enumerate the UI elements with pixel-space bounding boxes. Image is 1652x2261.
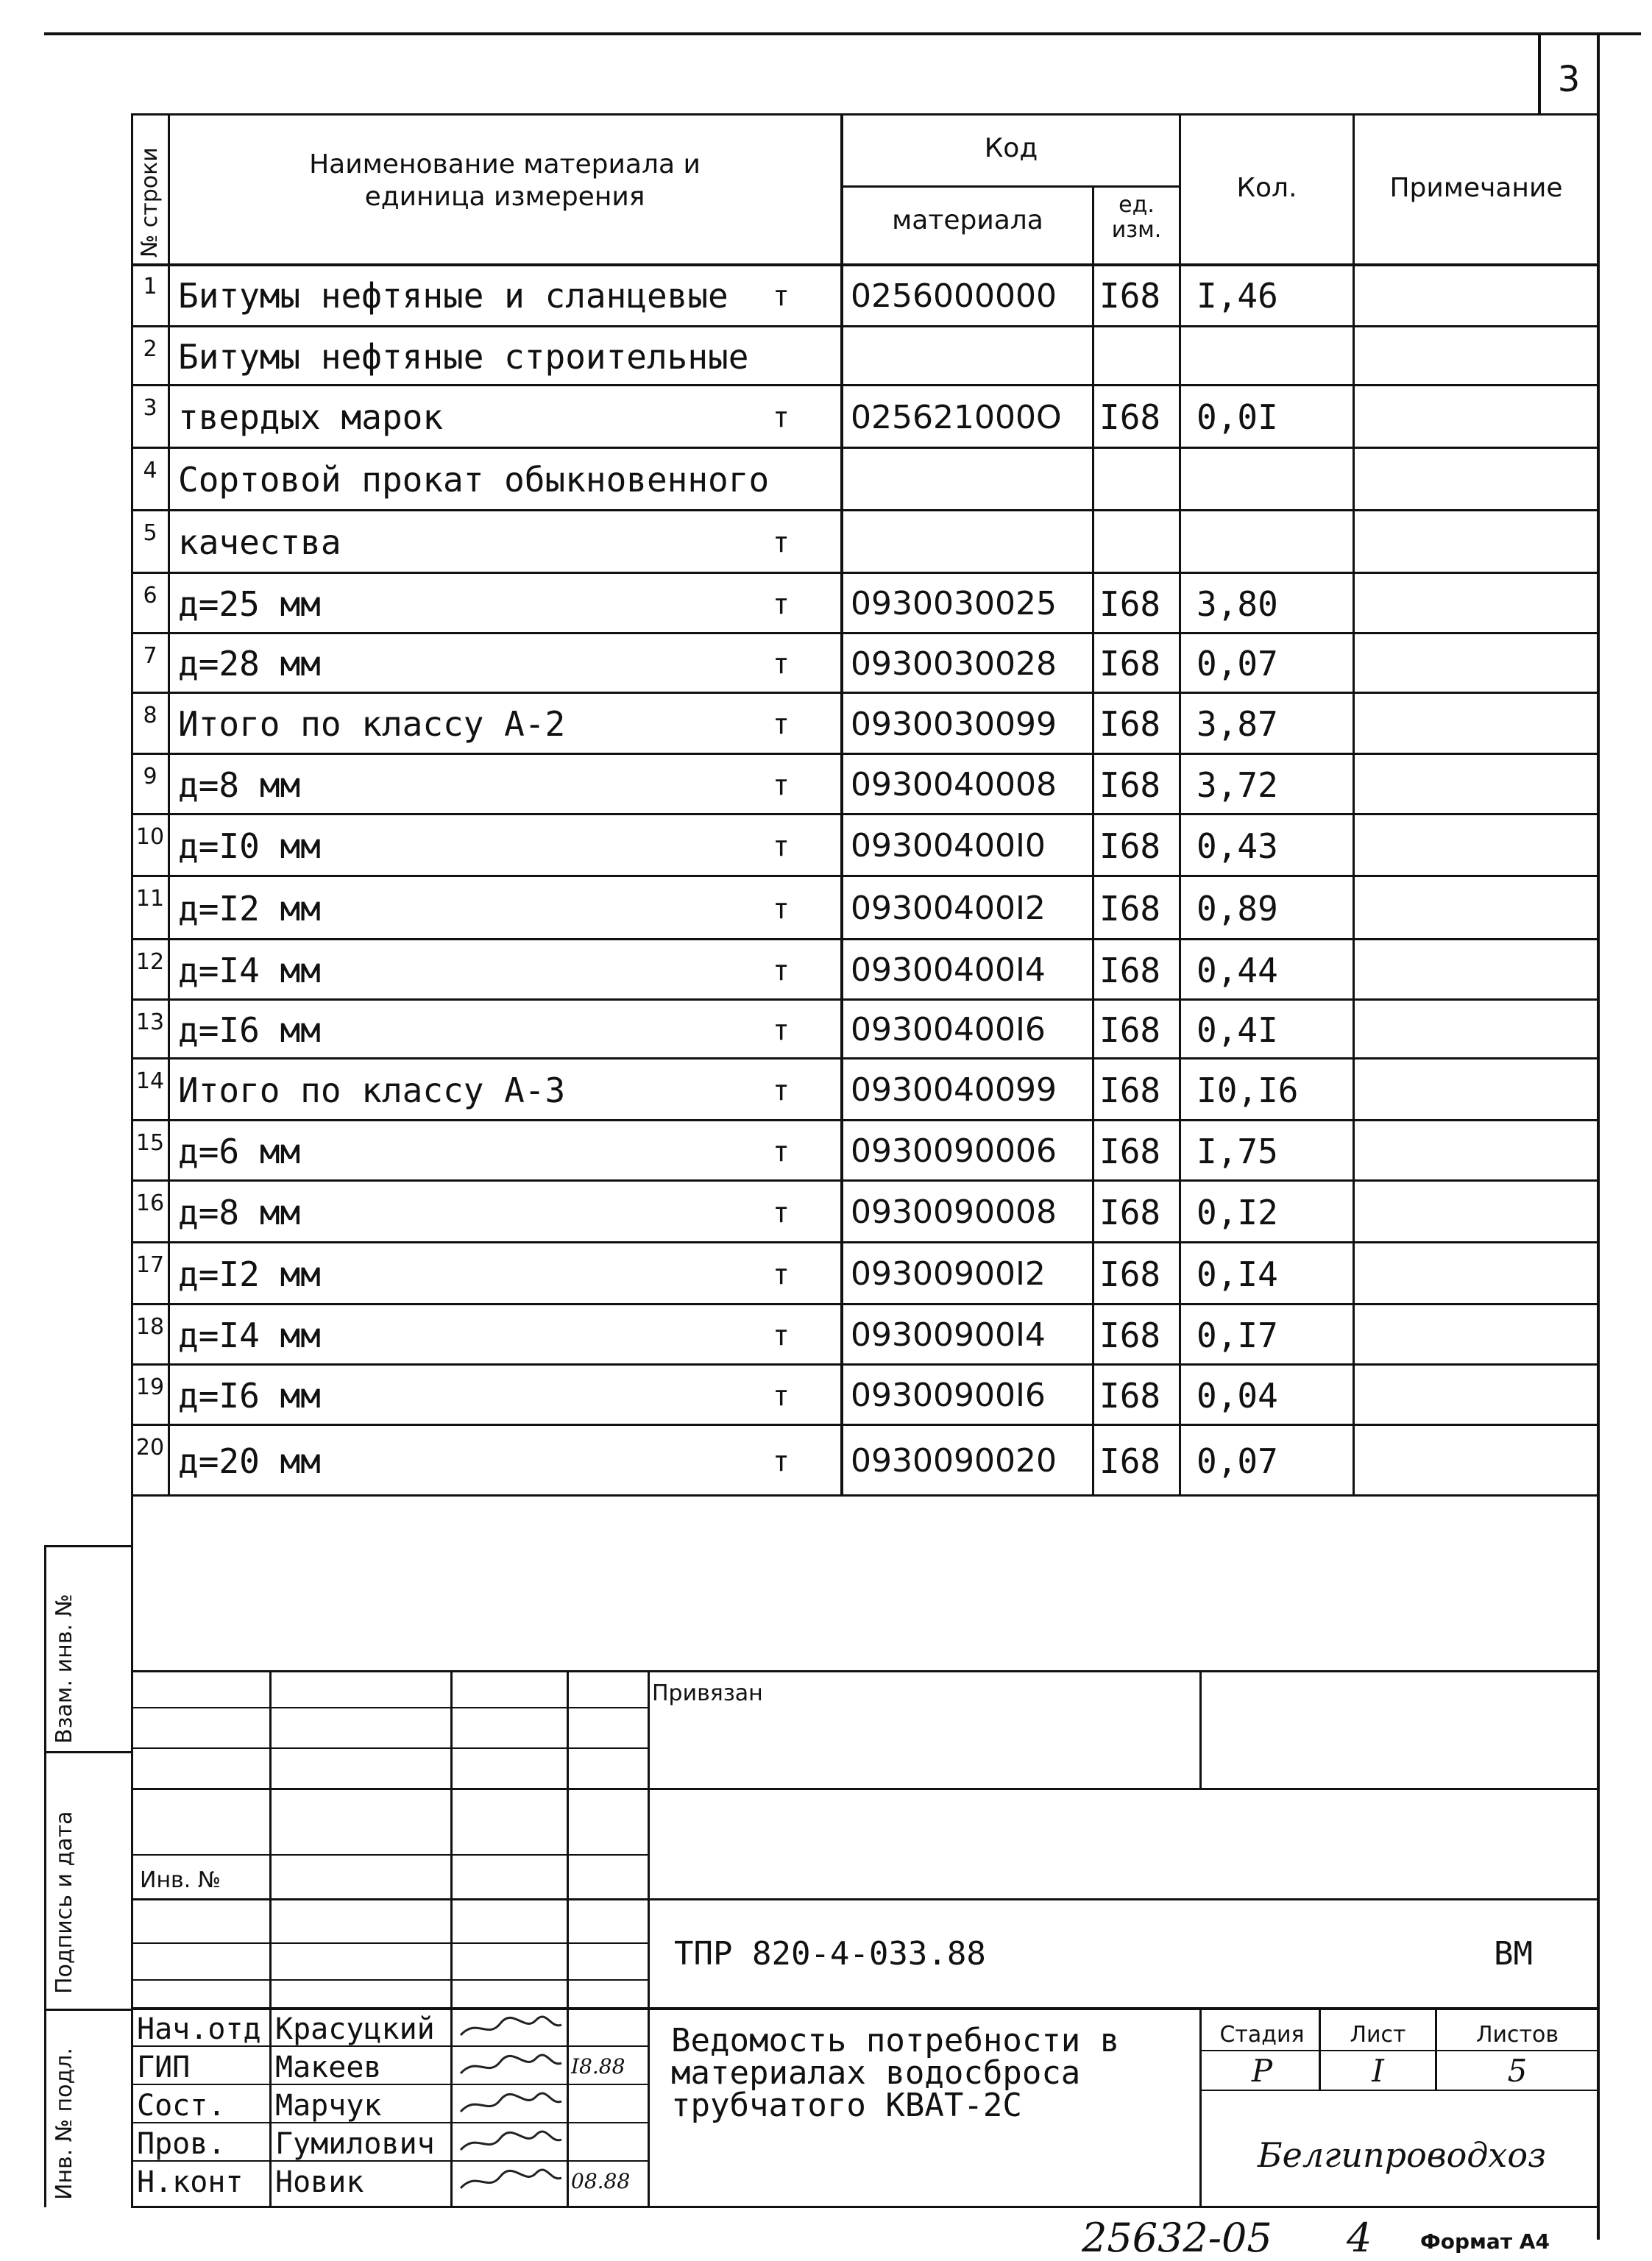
row-unit-code: I68 — [1099, 276, 1161, 316]
row-name: Итого по классу А-3 — [178, 1071, 566, 1110]
row-material-code: 025621000О — [851, 399, 1062, 436]
format-label: Формат А4 — [1420, 2229, 1550, 2254]
row-unit-code: I68 — [1099, 951, 1161, 990]
stamp-privyazan: Привязан — [652, 1680, 763, 1706]
row-material-code: 09300400I2 — [851, 890, 1046, 927]
row-unit-letter: т — [773, 526, 790, 558]
stamp-inv-no: Инв. № — [140, 1867, 221, 1893]
row-unit-letter: т — [773, 708, 790, 740]
row-name: д=I4 мм — [178, 1316, 321, 1355]
row-unit-code: I68 — [1099, 826, 1161, 866]
row-number: 9 — [143, 764, 157, 789]
doc-code: ТПР 820-4-033.88 — [674, 1935, 986, 1973]
row-number: 18 — [135, 1314, 165, 1340]
header-unit — [1094, 193, 1179, 243]
header-name — [171, 149, 839, 213]
row-quantity: I,46 — [1197, 276, 1278, 316]
doc-title-line3: трубчатого КВАТ-2С — [671, 2087, 1022, 2124]
header-name-line2: единица измерения — [364, 182, 645, 212]
sheets-value: 5 — [1507, 2053, 1528, 2089]
row-unit-letter: т — [773, 647, 790, 680]
row-name: д=I6 мм — [178, 1010, 321, 1050]
side-vzam-inv: Взам. инв. № — [52, 1594, 77, 1744]
header-row-number: № строки — [137, 147, 163, 258]
row-unit-letter: т — [773, 1196, 790, 1229]
signature-role: Пров. — [137, 2127, 226, 2161]
row-unit-letter: т — [773, 1135, 790, 1168]
row-unit-code: I68 — [1099, 1193, 1161, 1232]
stage-label: Стадия — [1219, 2022, 1305, 2048]
row-number: 3 — [143, 395, 157, 421]
row-material-code: 0930090006 — [851, 1132, 1057, 1170]
row-number: 5 — [143, 520, 157, 546]
row-material-code: 09300900I4 — [851, 1316, 1046, 1354]
row-unit-letter: т — [773, 1380, 790, 1412]
signature-scribble — [455, 2010, 565, 2045]
row-unit-code: I68 — [1099, 1254, 1161, 1294]
row-unit-code: I68 — [1099, 1316, 1161, 1355]
row-unit-letter: т — [773, 588, 790, 620]
row-number: 11 — [135, 886, 165, 912]
row-unit-code: I68 — [1099, 765, 1161, 805]
row-name: Итого по классу А-2 — [178, 704, 566, 744]
row-unit-letter: т — [773, 1014, 790, 1046]
header-unit-line2: изм. — [1111, 217, 1162, 243]
row-unit-code: I68 — [1099, 889, 1161, 929]
row-quantity: 0,07 — [1197, 644, 1278, 684]
row-name: д=I2 мм — [178, 1254, 321, 1294]
row-material-code: 09300400I0 — [851, 827, 1046, 865]
row-number: 7 — [143, 643, 157, 669]
signature-scribble — [455, 2163, 565, 2198]
row-unit-letter: т — [773, 830, 790, 862]
row-unit-letter: т — [773, 892, 790, 925]
row-name: Битумы нефтяные строительные — [178, 337, 749, 377]
row-material-code: 09300900I6 — [851, 1377, 1046, 1414]
row-material-code: 09300900I2 — [851, 1255, 1046, 1293]
signature-scribble — [455, 2087, 565, 2122]
row-number: 13 — [135, 1009, 165, 1035]
signature-role: ГИП — [137, 2051, 191, 2084]
row-material-code: 09300400I4 — [851, 951, 1046, 989]
signature-name: Новик — [275, 2165, 364, 2199]
signature-role: Н.конт — [137, 2165, 244, 2199]
row-unit-letter: т — [773, 1074, 790, 1107]
sheet-number: 3 — [1557, 59, 1581, 100]
row-number: 2 — [143, 336, 157, 362]
row-material-code: 0930030025 — [851, 585, 1057, 622]
side-inv-original: Инв. № подл. — [52, 2048, 77, 2200]
signature-role: Нач.отд — [137, 2012, 261, 2046]
signature-name: Гумилович — [275, 2127, 435, 2161]
row-unit-code: I68 — [1099, 704, 1161, 744]
doc-title — [671, 2022, 1120, 2124]
signature-date: 08.88 — [571, 2169, 631, 2193]
header-name-line1: Наименование материала и — [309, 149, 701, 180]
row-number: 12 — [135, 949, 165, 975]
row-unit-letter: т — [773, 401, 790, 433]
row-unit-code: I68 — [1099, 397, 1161, 437]
header-material: материала — [892, 205, 1043, 235]
row-unit-letter: т — [773, 769, 790, 801]
row-name: д=I4 мм — [178, 951, 321, 990]
handwritten-copy: 4 — [1347, 2215, 1372, 2261]
row-number: 15 — [135, 1130, 165, 1156]
row-name: д=8 мм — [178, 765, 301, 805]
signature-name: Марчук — [275, 2089, 382, 2123]
signature-role: Сост. — [137, 2089, 226, 2123]
row-material-code: 0930090008 — [851, 1193, 1057, 1231]
row-unit-letter: т — [773, 954, 790, 987]
signature-scribble — [455, 2125, 565, 2160]
signature-name: Макеев — [275, 2051, 382, 2084]
header-qty: Кол. — [1236, 173, 1297, 203]
row-material-code: 0256000000 — [851, 277, 1057, 315]
sheets-label: Листов — [1475, 2022, 1559, 2048]
row-unit-letter: т — [773, 1319, 790, 1352]
row-quantity: 0,I7 — [1197, 1316, 1278, 1355]
row-quantity: 3,87 — [1197, 704, 1278, 744]
row-name: д=28 мм — [178, 644, 321, 684]
row-quantity: 0,43 — [1197, 826, 1278, 866]
stage-value: Р — [1251, 2053, 1273, 2089]
row-name: д=I6 мм — [178, 1376, 321, 1416]
handwritten-number: 25632-05 — [1082, 2215, 1272, 2261]
signature-scribble — [455, 2048, 565, 2084]
header-unit-line1: ед. — [1119, 192, 1155, 218]
row-number: 1 — [143, 274, 157, 299]
signature-date: I8.88 — [571, 2054, 625, 2079]
row-material-code: 0930030028 — [851, 645, 1057, 683]
row-material-code: 0930030099 — [851, 706, 1057, 743]
row-name: д=I0 мм — [178, 826, 321, 866]
row-material-code: 0930090020 — [851, 1442, 1057, 1480]
row-quantity: 0,89 — [1197, 889, 1278, 929]
row-material-code: 0930040099 — [851, 1071, 1057, 1109]
row-number: 6 — [143, 583, 157, 608]
row-unit-letter: т — [773, 280, 790, 312]
row-name: д=I2 мм — [178, 889, 321, 929]
doc-title-line2: материалах водосброса — [671, 2054, 1081, 2092]
row-name: д=20 мм — [178, 1441, 321, 1481]
header-code: Код — [984, 133, 1038, 163]
doc-mark: ВМ — [1494, 1935, 1533, 1973]
row-unit-code: I68 — [1099, 644, 1161, 684]
row-name: Сортовой прокат обыкновенного — [178, 460, 770, 500]
row-number: 10 — [135, 824, 165, 850]
row-quantity: 0,4I — [1197, 1010, 1278, 1050]
row-name: качества — [178, 522, 341, 562]
row-quantity: 0,I4 — [1197, 1254, 1278, 1294]
row-quantity: 0,44 — [1197, 951, 1278, 990]
row-number: 20 — [135, 1435, 165, 1460]
row-unit-code: I68 — [1099, 1441, 1161, 1481]
row-unit-code: I68 — [1099, 1010, 1161, 1050]
row-material-code: 09300400I6 — [851, 1011, 1046, 1048]
row-name: твердых марок — [178, 397, 444, 437]
doc-title-line1: Ведомость потребности в — [671, 2022, 1120, 2059]
header-note: Примечание — [1389, 173, 1563, 203]
row-quantity: 0,I2 — [1197, 1193, 1278, 1232]
row-name: д=8 мм — [178, 1193, 301, 1232]
row-name: д=25 мм — [178, 584, 321, 624]
row-unit-code: I68 — [1099, 1376, 1161, 1416]
row-quantity: 0,04 — [1197, 1376, 1278, 1416]
row-unit-letter: т — [773, 1445, 790, 1477]
row-quantity: 3,80 — [1197, 584, 1278, 624]
row-number: 4 — [143, 458, 157, 483]
row-name: Битумы нефтяные и сланцевые — [178, 276, 728, 316]
sheet-label: Лист — [1350, 2022, 1406, 2048]
row-name: д=6 мм — [178, 1132, 301, 1171]
row-number: 16 — [135, 1190, 165, 1216]
sheet-value: I — [1372, 2053, 1384, 2089]
row-quantity: I0,I6 — [1197, 1071, 1299, 1110]
row-unit-code: I68 — [1099, 1071, 1161, 1110]
organization: Белгипроводхоз — [1257, 2135, 1547, 2175]
row-number: 17 — [135, 1252, 165, 1278]
row-quantity: I,75 — [1197, 1132, 1278, 1171]
signature-name: Красуцкий — [275, 2012, 435, 2046]
row-quantity: 0,07 — [1197, 1441, 1278, 1481]
row-unit-code: I68 — [1099, 584, 1161, 624]
row-number: 14 — [135, 1068, 165, 1094]
side-signature-date: Подпись и дата — [52, 1811, 77, 1994]
row-number: 8 — [143, 703, 157, 728]
row-number: 19 — [135, 1374, 165, 1400]
row-unit-letter: т — [773, 1258, 790, 1291]
row-quantity: 3,72 — [1197, 765, 1278, 805]
row-unit-code: I68 — [1099, 1132, 1161, 1171]
row-quantity: 0,0I — [1197, 397, 1278, 437]
row-material-code: 0930040008 — [851, 766, 1057, 803]
